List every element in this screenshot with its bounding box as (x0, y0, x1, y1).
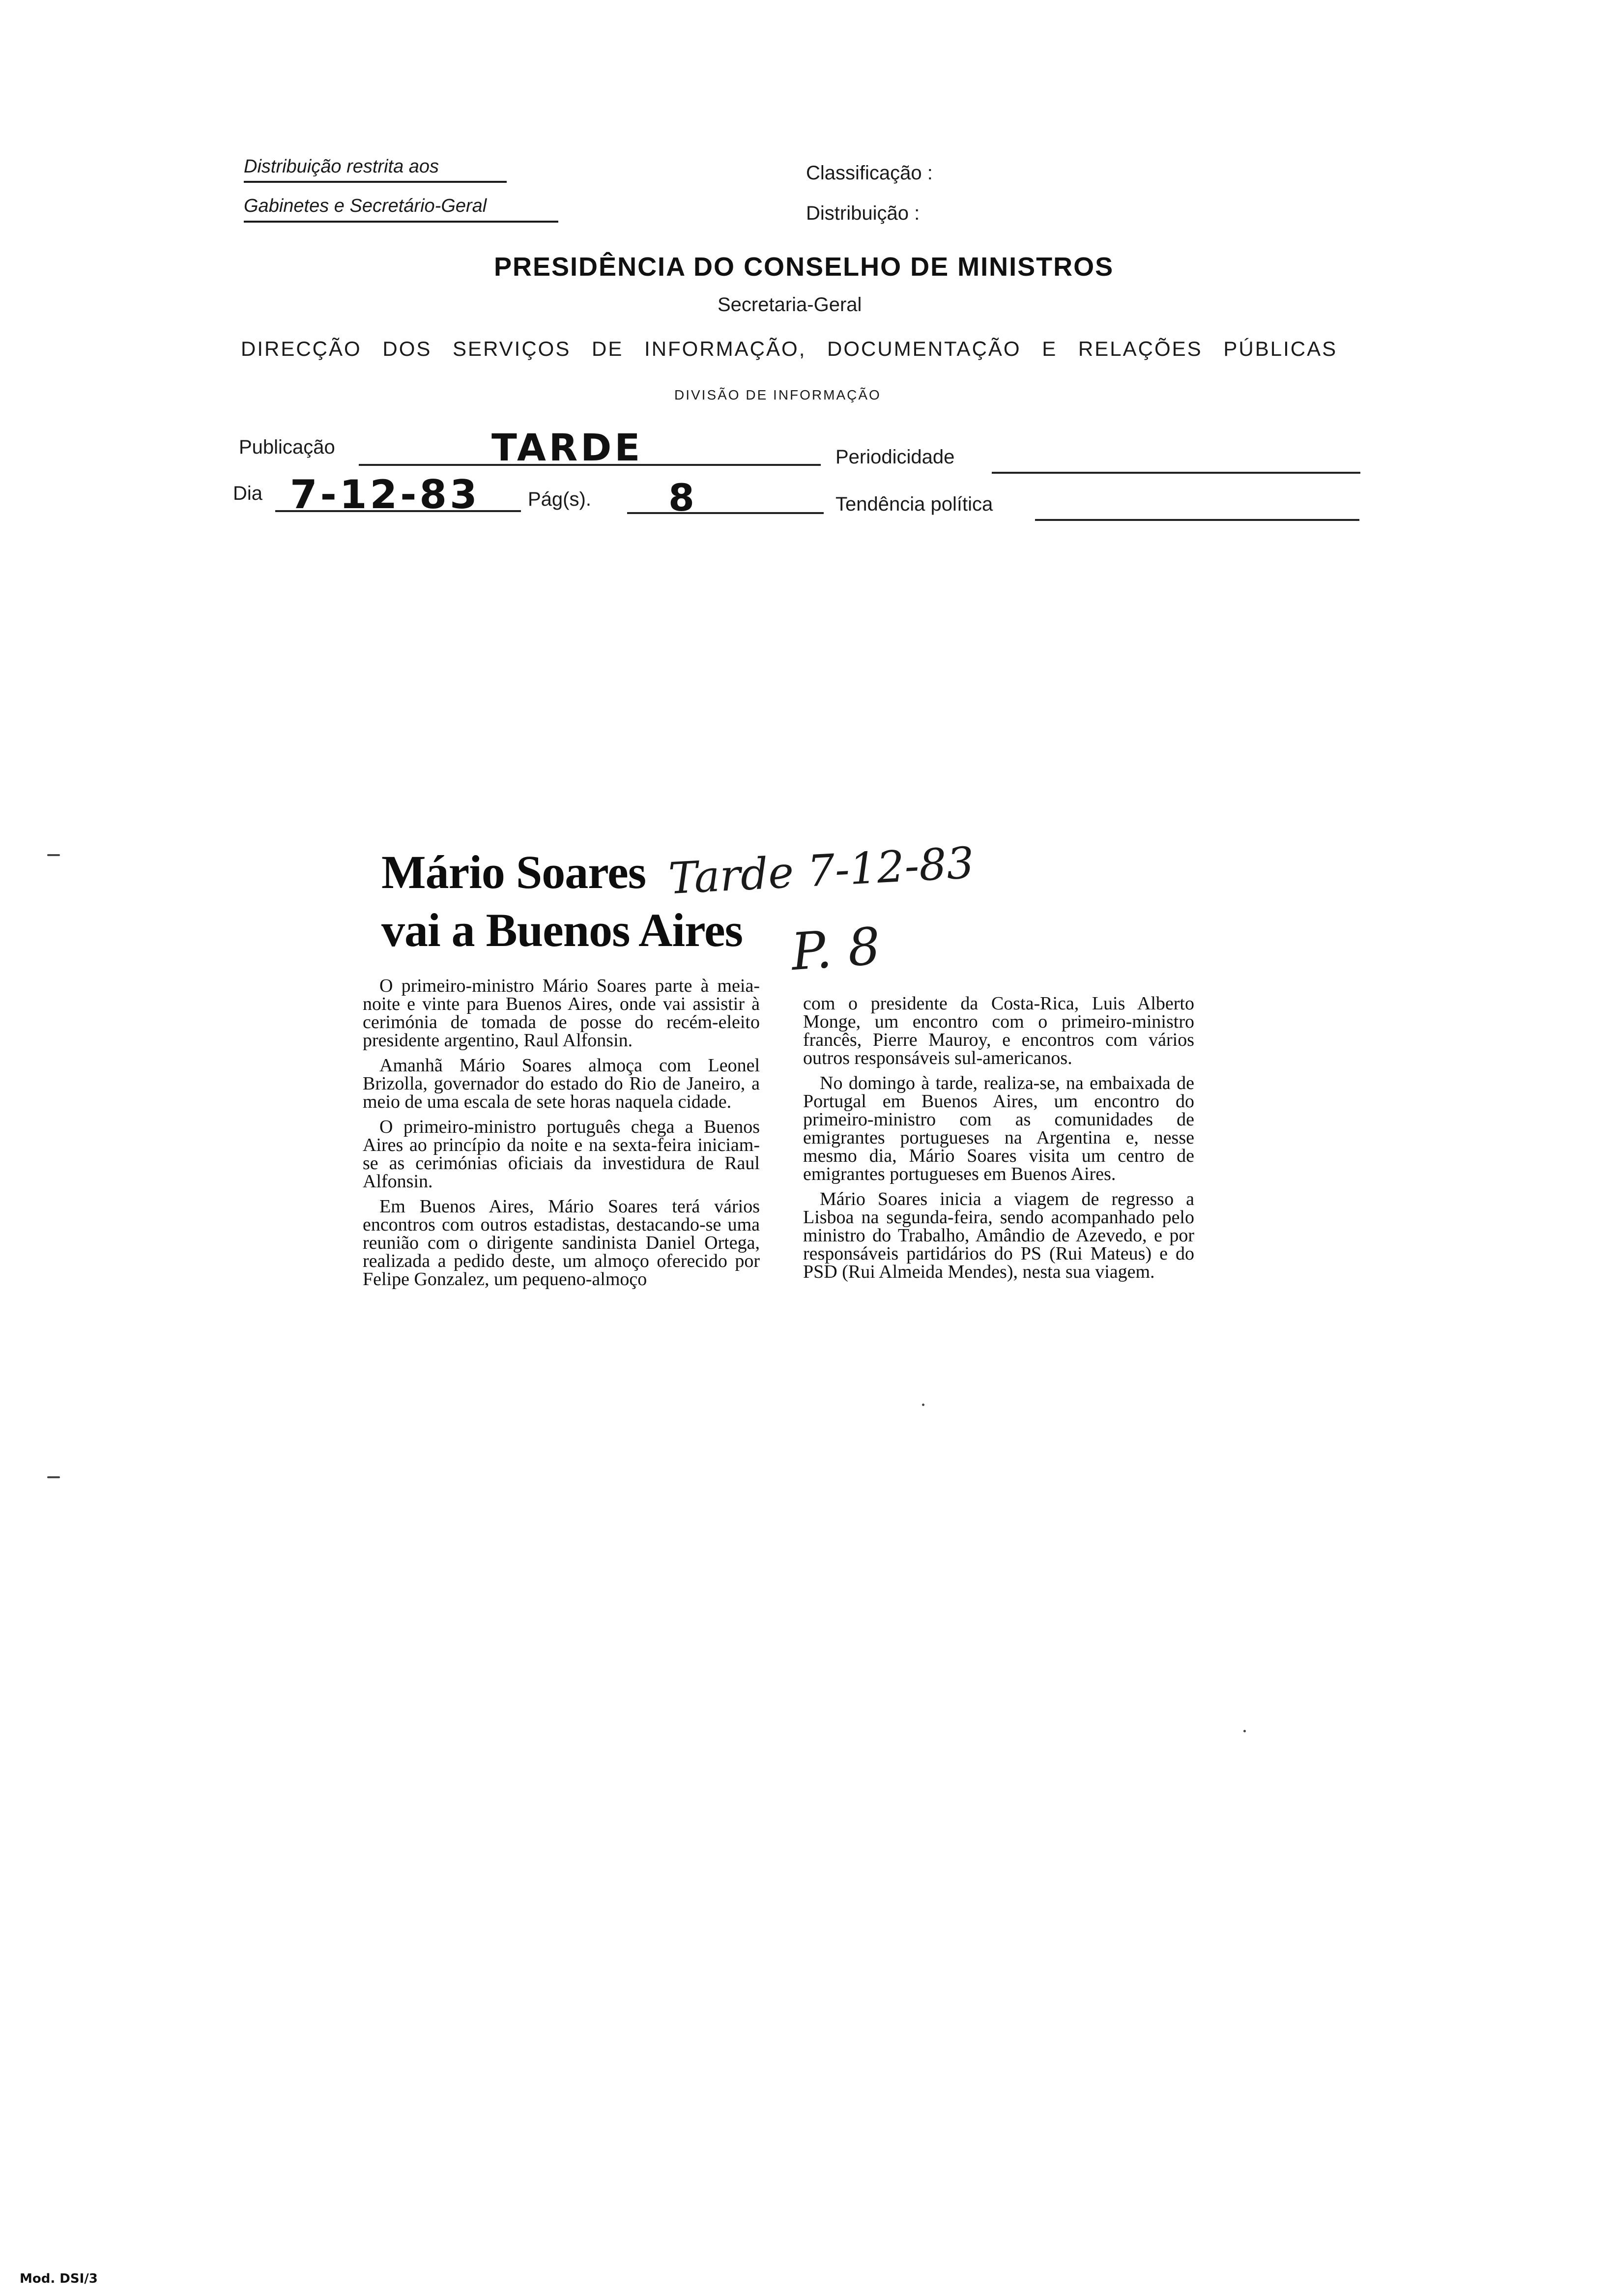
page-annotation: P. 8 (789, 916, 883, 982)
restriction-underline-2 (244, 221, 558, 223)
headline-line-1: Mário Soares (381, 846, 646, 898)
article-column-2 (803, 995, 1194, 1288)
day-label: Dia (233, 483, 263, 504)
scan-mark (47, 854, 60, 856)
scan-speck (922, 1404, 924, 1406)
division-line: DIVISÃO DE INFORMAÇÃO (674, 387, 881, 402)
column-1-paragraph: O primeiro-ministro Mário Soares parte à meia-noite e vinte para Buenos Aires, onde vai assistir à cerimónia de tomada de posse do recém-eleito presidente argentino, Raul Alfonsin. (363, 976, 760, 1051)
restriction-line-1: Distribuição restrita aos (244, 156, 439, 177)
restriction-line-2: Gabinetes e Secretário-Geral (244, 196, 487, 216)
classification-label: Classificação : (806, 162, 933, 184)
headline-line-2: vai a Buenos Aires (381, 904, 743, 956)
day-value: 7-12-83 (290, 472, 480, 517)
scan-mark (47, 1476, 60, 1478)
column-2-paragraph: com o presidente da Costa-Rica, Luis Alberto Monge, um encontro com o primeiro-ministro francês, Pierre Mauroy, e encontros com vários outros responsáveis sul-americanos. (803, 993, 1194, 1068)
pages-label: Pág(s). (528, 488, 591, 510)
page-subtitle: Secretaria-Geral (718, 294, 862, 316)
pages-field-line (627, 512, 824, 514)
form-code: Mod. DSI/3 (20, 2271, 98, 2286)
page-title: PRESIDÊNCIA DO CONSELHO DE MINISTROS (494, 252, 1114, 282)
column-1-paragraph: O primeiro-ministro português chega a Buenos Aires ao princípio da noite e na sexta-feira iniciam-se as cerimónias oficiais da investidura de Raul Alfonsin. (363, 1117, 760, 1192)
column-2-paragraph: No domingo à tarde, realiza-se, na embaixada de Portugal em Buenos Aires, um encontro do primeiro-ministro com as comunidades de emigrantes portugueses na Argentina e, nesse mesmo dia, Mário Soares visita um centro de emigrantes portugueses em Buenos Aires. (803, 1073, 1194, 1184)
distribution-label: Distribuição : (806, 202, 920, 224)
column-1-paragraph: Em Buenos Aires, Mário Soares terá vários encontros com outros estadistas, destacando-se uma reunião com o dirigente sandinista Daniel Ortega, realizada a pedido deste, um almoço oferecido por Felipe Gonzalez, um pequeno-almoço (363, 1196, 760, 1290)
publication-value: TARDE (491, 426, 643, 469)
column-2-paragraph: Mário Soares inicia a viagem de regresso a Lisboa na segunda-feira, sendo acompanhado pelo ministro do Trabalho, Amândio de Azevedo, e por responsáveis partidários do PS (Rui Mateus) e do PSD (Rui Almeida Mendes), nesta sua viagem. (803, 1189, 1194, 1282)
article-column-1 (363, 977, 760, 1295)
pages-value: 8 (668, 476, 697, 519)
tendency-field-line (1035, 519, 1359, 521)
scan-speck (1243, 1730, 1246, 1732)
publication-label: Publicação (239, 436, 335, 458)
direction-line: DIRECÇÃO DOS SERVIÇOS DE INFORMAÇÃO, DOCUMENTAÇÃO E RELAÇÕES PÚBLICAS (241, 337, 1338, 360)
periodicity-label: Periodicidade (835, 446, 955, 468)
restriction-underline-1 (244, 181, 507, 183)
periodicity-field-line (992, 472, 1360, 474)
tendency-label: Tendência política (835, 493, 993, 515)
source-annotation: Tarde 7-12-83 (667, 837, 976, 904)
column-1-paragraph: Amanhã Mário Soares almoça com Leonel Brizolla, governador do estado do Rio de Janeiro, a meio de uma escala de sete horas naquela cidade. (363, 1055, 760, 1112)
